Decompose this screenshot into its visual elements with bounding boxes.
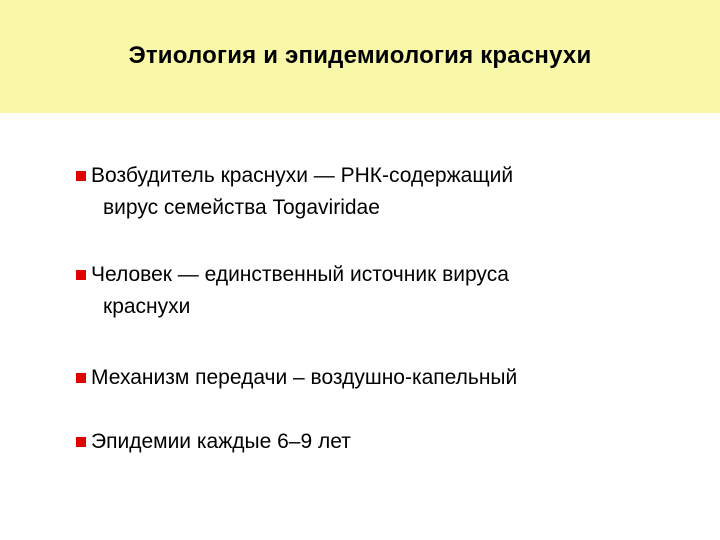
bullet-text-line: Механизм передачи – воздушно-капельный [91,366,518,389]
bullet-text-line: краснухи [103,295,191,318]
bullet-text-line: вирус семейства Togaviridae [103,196,380,219]
bullet-text-line: Эпидемии каждые 6–9 лет [91,430,351,453]
bullet-text-line: Возбудитель краснухи — РНК-содержащий [91,164,514,187]
square-bullet-icon [76,270,86,280]
slide-title: Этиология и эпидемиология краснухи [128,42,592,69]
square-bullet-icon [76,373,86,383]
bullet-text-line: Человек — единственный источник вируса [91,263,509,286]
square-bullet-icon [76,171,86,181]
square-bullet-icon [76,437,86,447]
